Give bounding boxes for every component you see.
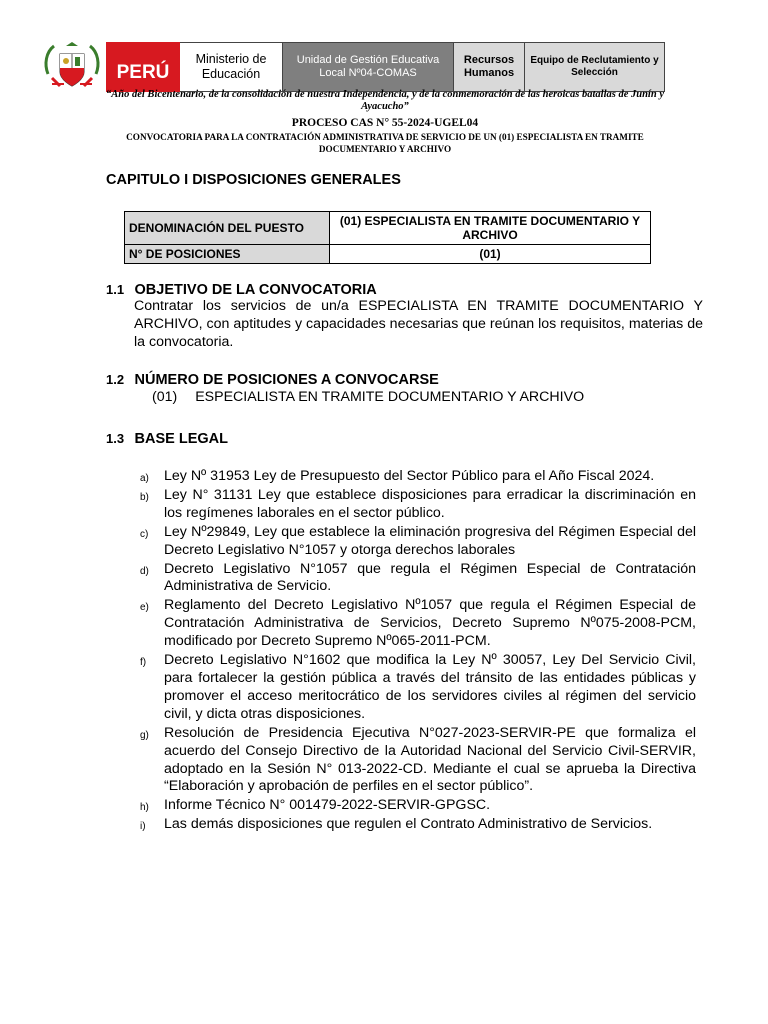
list-item-text: Informe Técnico N° 001479-2022-SERVIR-GPGSC. xyxy=(164,797,491,814)
section-heading xyxy=(106,430,228,448)
list-marker: h) xyxy=(140,802,149,814)
list-item xyxy=(140,816,696,834)
section-title: OBJETIVO DE LA CONVOCATORIA xyxy=(134,282,377,298)
legal-basis-list xyxy=(140,468,696,835)
section-number: 1.1 xyxy=(106,282,125,297)
list-marker: d) xyxy=(140,565,149,577)
list-item xyxy=(140,597,696,651)
table-cell-label: DENOMINACIÓN DEL PUESTO xyxy=(125,212,330,245)
list-marker: i) xyxy=(140,821,146,833)
ugel-label: Unidad de Gestión Educativa Local Nº04-COMAS xyxy=(282,42,454,92)
section-title: BASE LEGAL xyxy=(134,431,228,447)
list-item xyxy=(140,561,696,597)
team-label: Equipo de Reclutamiento y Selección xyxy=(524,42,665,92)
list-marker: a) xyxy=(140,473,149,484)
table-cell-value: (01) ESPECIALISTA EN TRAMITE DOCUMENTARIO Y ARCHIVO xyxy=(330,212,651,245)
list-item xyxy=(140,725,696,797)
positions-name: ESPECIALISTA EN TRAMITE DOCUMENTARIO Y ARCHIVO xyxy=(195,389,585,405)
table-cell-label: N° DE POSICIONES xyxy=(125,245,330,264)
list-item xyxy=(140,797,696,815)
list-item xyxy=(140,524,696,560)
table-row xyxy=(125,245,651,264)
list-marker: f) xyxy=(140,657,147,669)
list-item-text: Ley Nº 31953 Ley de Presupuesto del Sector Público para el Año Fiscal 2024. xyxy=(164,468,655,484)
list-marker: e) xyxy=(140,602,149,614)
objective-paragraph: Contratar los servicios de un/a ESPECIALISTA EN TRAMITE DOCUMENTARIO Y ARCHIVO, con aptitudes y capacidades necesarias que reúnan los requisitos, materias de la convocatoria. xyxy=(134,298,703,350)
section-title: NÚMERO DE POSICIONES A CONVOCARSE xyxy=(134,372,439,388)
section-heading xyxy=(106,371,439,389)
table-cell-value: (01) xyxy=(330,245,651,264)
table-row xyxy=(125,212,651,245)
section-number: 1.3 xyxy=(106,431,125,446)
list-item-text: Reglamento del Decreto Legislativo Nº1057 que regula el Régimen Especial de Contratación Administrativa de Servicios, Decreto Supremo Nº075-2008-PCM, modificado por Decreto Supremo Nº065-2011-PCM. xyxy=(164,597,696,650)
list-item-text: Las demás disposiciones que regulen el Contrato Administrativo de Servicios. xyxy=(164,816,653,833)
list-marker: c) xyxy=(140,528,149,540)
list-item-text: Decreto Legislativo N°1602 que modifica la Ley Nº 30057, Ley Del Servicio Civil, para fortalecer la gestión pública a través del tránsito de las entidades públicas y promover el acceso meritocrático de los servidores civiles al régimen del servicio civil, y dicta otras disposiciones. xyxy=(164,652,696,722)
list-item-text: Ley Nº29849, Ley que establece la eliminación progresiva del Régimen Especial del Decreto Legislativo N°1057 y otorga derechos laborales xyxy=(164,523,696,558)
country-label: PERÚ xyxy=(106,42,180,92)
area-label: Recursos Humanos xyxy=(454,42,524,92)
institution-header-band xyxy=(106,42,665,92)
list-item-text: Decreto Legislativo N°1057 que regula el Régimen Especial de Contratación Administrativa de Servicio. xyxy=(164,560,696,595)
list-item xyxy=(140,652,696,724)
list-item-text: Resolución de Presidencia Ejecutiva N°027-2023-SERVIR-PE que formaliza el acuerdo del Consejo Directivo de la Autoridad Nacional del Servicio Civil-SERVIR, adoptado en la Sesión N° 013-2022-CD. Mediante el cual se aprueba la Directiva “Elaboración y aprobación de perfiles en el sector público”. xyxy=(164,724,696,795)
list-item-text: Ley N° 31131 Ley que establece disposiciones para erradicar la discriminación en los regímenes laborales en el sector público. xyxy=(164,486,696,521)
positions-line xyxy=(152,389,584,405)
peru-coat-of-arms-emblem xyxy=(40,34,104,98)
list-marker: g) xyxy=(140,729,149,741)
chapter-heading: CAPITULO I DISPOSICIONES GENERALES xyxy=(106,172,401,188)
position-table xyxy=(124,211,651,264)
list-item xyxy=(140,487,696,523)
call-title: CONVOCATORIA PARA LA CONTRATACIÓN ADMINISTRATIVA DE SERVICIO DE UN (01) ESPECIALISTA EN TRAMITE DOCUMENTARIO Y ARCHIVO xyxy=(126,132,644,154)
list-item xyxy=(140,468,696,486)
process-title: PROCESO CAS N° 55-2024-UGEL04 xyxy=(291,117,479,129)
positions-count: (01) xyxy=(152,389,178,405)
list-marker: b) xyxy=(140,491,149,503)
year-motto: “Año del Bicentenario, de la consolidación de nuestra Independencia, y de la conmemoración de las heroicas batallas de Junín y Ayacucho” xyxy=(106,89,664,112)
ministry-label: Ministerio de Educación xyxy=(180,42,282,92)
section-number: 1.2 xyxy=(106,372,125,387)
